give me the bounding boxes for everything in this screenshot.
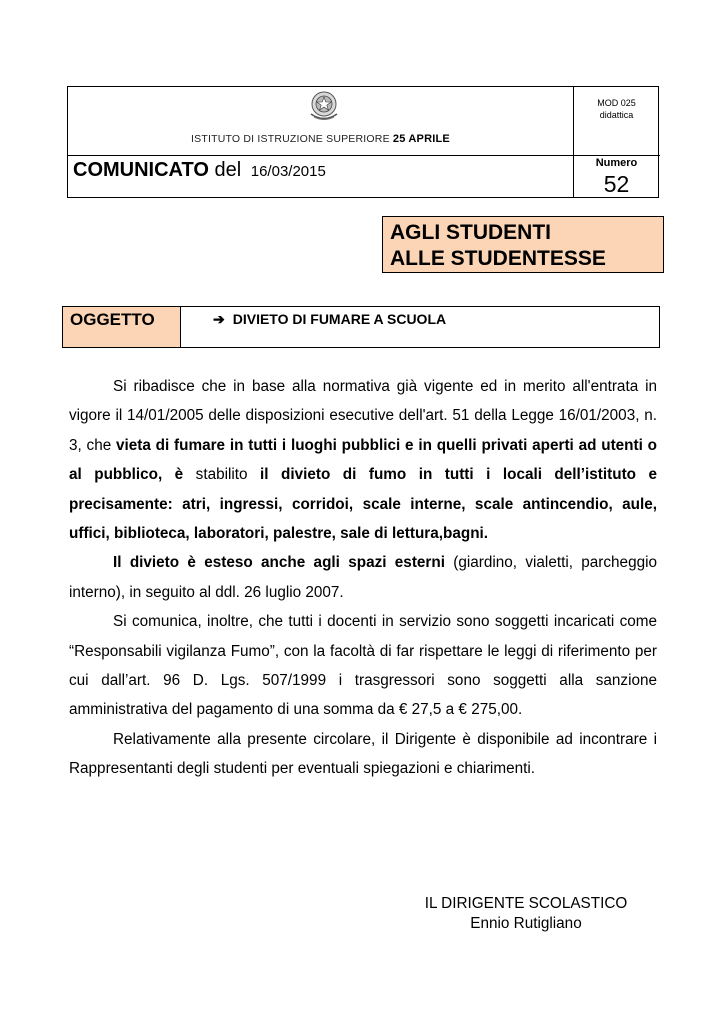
institute-title: 25 APRILE <box>392 133 450 145</box>
paragraph-1 <box>69 372 657 548</box>
paragraph-4: Relativamente alla presente circolare, il Dirigente è disponibile ad incontrare i Rappresentanti degli studenti per eventuali spiegazioni e chiarimenti. <box>69 730 657 778</box>
paragraph-1-part-c: stabilito <box>183 466 261 484</box>
comunicato-title <box>73 159 326 182</box>
paragraph-1-part-a: Si ribadisce che in base alla normativa già vigente ed in merito all'entrata in vigore il 14/01/2005 delle disposizioni esecutive dell'art. 51 della Legge 16/01/2003, n. 3, che <box>69 378 657 454</box>
numero-value: 52 <box>603 171 630 197</box>
recipients-box <box>382 216 664 273</box>
recipients-line1: AGLI STUDENTI <box>390 221 551 244</box>
recipients-line2: ALLE STUDENTESSE <box>390 247 606 270</box>
comunicato-date: 16/03/2015 <box>250 163 326 180</box>
institute-prefix: ISTITUTO DI ISTRUZIONE SUPERIORE <box>191 133 390 145</box>
body-text <box>69 372 657 784</box>
mod-code-line1: MOD 025 <box>597 98 636 108</box>
comunicato-label: COMUNICATO <box>73 159 209 181</box>
header-divider-horizontal <box>68 155 660 156</box>
paragraph-2-part-b: (giardino, vialetti, parcheggio interno), in seguito al ddl. 26 luglio 2007. <box>69 554 657 601</box>
subject-label: OGGETTO <box>63 307 181 347</box>
document-header <box>67 86 659 198</box>
paragraph-1-part-b: vieta di fumare in tutti i luoghi pubblici e in quelli privati aperti ad utenti o al pubblico, è <box>69 436 658 484</box>
paragraph-2 <box>69 548 657 607</box>
subject-row <box>62 306 660 348</box>
italian-republic-emblem-icon <box>306 89 342 123</box>
paragraph-1-part-d: il divieto di fumo in tutti i locali dell’istituto e precisamente: atri, ingressi, corridoi, scale interne, scale antincendio, aule, uffici, biblioteca, laboratori, palestre, sale di lettura,bagni. <box>69 466 657 543</box>
right-arrow-icon: ➔ <box>213 311 225 327</box>
signature-block <box>400 894 652 934</box>
paragraph-2-part-a: Il divieto è esteso anche agli spazi esterni <box>113 554 445 572</box>
subject-text-wrapper <box>213 311 446 328</box>
signature-title: IL DIRIGENTE SCOLASTICO <box>424 895 628 912</box>
mod-code <box>573 97 660 121</box>
subject-text: DIVIETO DI FUMARE A SCUOLA <box>232 311 447 327</box>
institute-name <box>68 133 573 145</box>
signature-name: Ennio Rutigliano <box>470 915 582 932</box>
numero-label: Numero <box>595 157 638 169</box>
paragraph-3: Si comunica, inoltre, che tutti i docenti in servizio sono soggetti incaricati come “Responsabili vigilanza Fumo”, con la facoltà di far rispettare le leggi di riferimento per cui dall’art. 96 D. Lgs. 507/1999 i trasgressori sono soggetti alla sanzione amministrativa del pagamento di una somma da € 27,5 a € 275,00. <box>69 613 657 719</box>
mod-code-line2: didattica <box>599 110 634 120</box>
comunicato-del: del <box>214 159 242 181</box>
